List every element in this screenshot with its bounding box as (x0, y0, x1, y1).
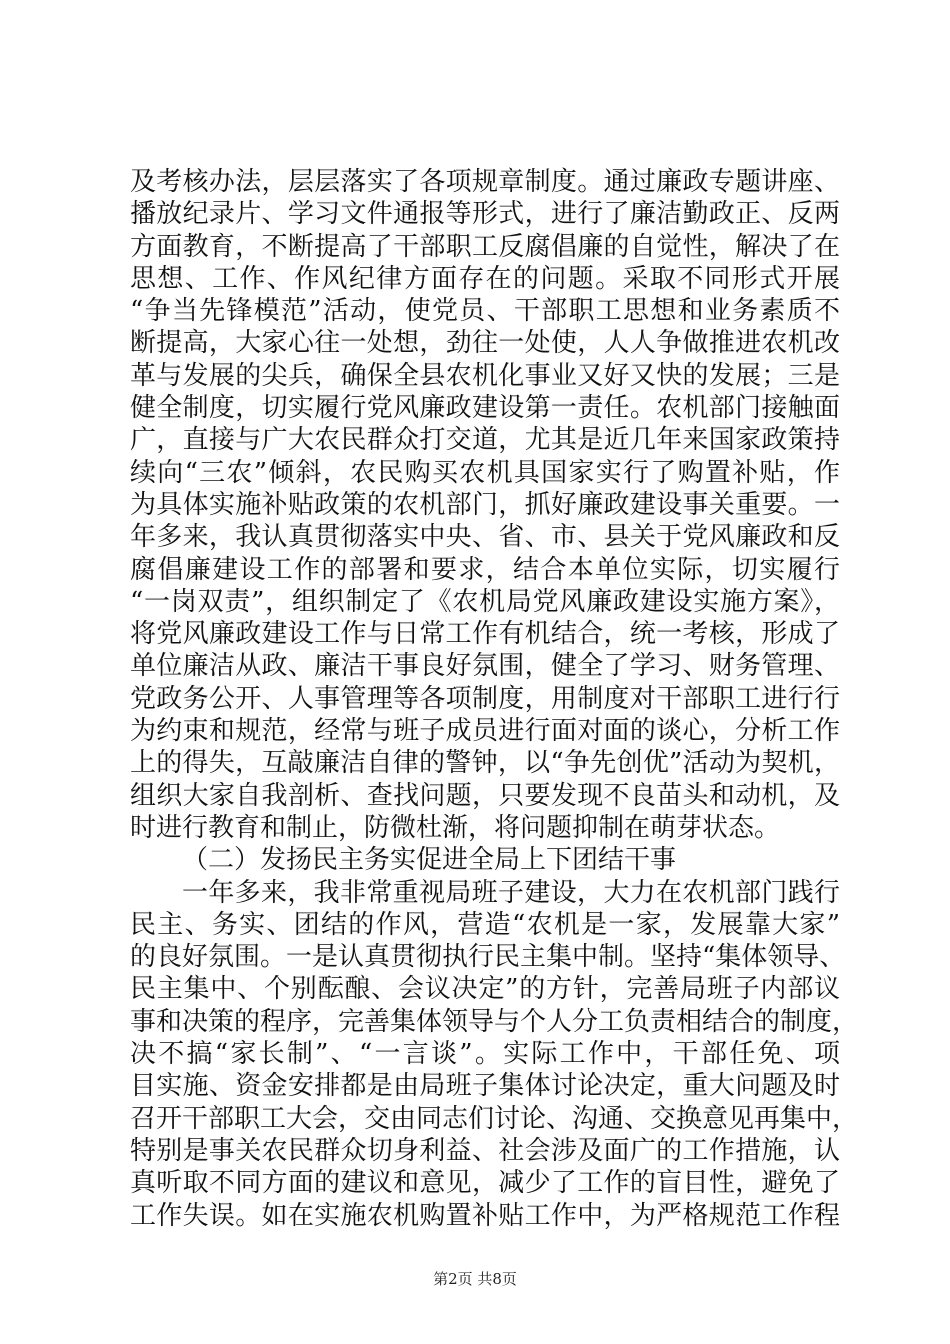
text-line: 召开干部职工大会，交由同志们讨论、沟通、交换意见再集中， (130, 1103, 859, 1134)
text-line: 单位廉洁从政、廉洁干事良好氛围，健全了学习、财务管理、 (130, 651, 840, 682)
text-line: 民主集中、个别酝酿、会议决定”的方针，完善局班子内部议 (130, 974, 840, 1005)
text-line: 播放纪录片、学习文件通报等形式，进行了廉洁勤政正、反两 (130, 199, 840, 230)
text-line: 广，直接与广大农民群众打交道，尤其是近几年来国家政策持 (130, 425, 840, 456)
text-line: 工作失误。如在实施农机购置补贴工作中，为严格规范工作程 (130, 1200, 840, 1231)
text-line: 民主、务实、团结的作风，营造“农机是一家，发展靠大家” (130, 909, 840, 940)
text-line: 方面教育，不断提高了干部职工反腐倡廉的自觉性，解决了在 (130, 231, 840, 262)
text-line: 腐倡廉建设工作的部署和要求，结合本单位实际，切实履行 (130, 554, 840, 585)
section-heading: （二）发扬民主务实促进全局上下团结干事 (182, 845, 677, 876)
text-line: 特别是事关农民群众切身利益、社会涉及面广的工作措施，认 (130, 1135, 840, 1166)
text-line: 革与发展的尖兵，确保全县农机化事业又好又快的发展；三是 (130, 360, 840, 391)
text-line: 党政务公开、人事管理等各项制度，用制度对干部职工进行行 (130, 683, 840, 714)
text-line: 一年多来，我非常重视局班子建设，大力在农机部门践行 (182, 877, 840, 908)
text-line: 真听取不同方面的建议和意见，减少了工作的盲目性，避免了 (130, 1168, 840, 1199)
text-line: 续向“三农”倾斜，农民购买农机具国家实行了购置补贴，作 (130, 457, 840, 488)
text-line: 目实施、资金安排都是由局班子集体讨论决定，重大问题及时 (130, 1071, 840, 1102)
page-number-footer: 第2页 共8页 (433, 1270, 517, 1288)
text-line: 的良好氛围。一是认真贯彻执行民主集中制。坚持“集体领导、 (130, 942, 846, 973)
text-line: 思想、工作、作风纪律方面存在的问题。采取不同形式开展 (130, 263, 840, 294)
text-line: 断提高，大家心往一处想，劲往一处使，人人争做推进农机改 (130, 328, 840, 359)
text-line: “一岗双责”，组织制定了《农机局党风廉政建设实施方案》， (130, 586, 840, 617)
text-line: 组织大家自我剖析、查找问题，只要发现不良苗头和动机，及 (130, 780, 840, 811)
text-line: 事和决策的程序，完善集体领导与个人分工负责相结合的制度， (130, 1006, 859, 1037)
text-line: 为具体实施补贴政策的农机部门，抓好廉政建设事关重要。一 (130, 489, 840, 520)
text-line: 决不搞“家长制”、“一言谈”。实际工作中，干部任免、项 (130, 1039, 840, 1070)
text-line: 上的得失，互敲廉洁自律的警钟，以“争先创优”活动为契机， (130, 748, 840, 779)
text-line: 时进行教育和制止，防微杜渐，将问题抑制在萌芽状态。 (130, 812, 781, 843)
text-line: 健全制度，切实履行党风廉政建设第一责任。农机部门接触面 (130, 393, 840, 424)
text-line: 及考核办法，层层落实了各项规章制度。通过廉政专题讲座、 (130, 167, 840, 197)
body-text (130, 166, 859, 1232)
text-line: “争当先锋模范”活动，使党员、干部职工思想和业务素质不 (130, 296, 840, 327)
text-line: 年多来，我认真贯彻落实中央、省、市、县关于党风廉政和反 (130, 522, 840, 553)
text-line: 为约束和规范，经常与班子成员进行面对面的谈心，分析工作 (130, 716, 840, 747)
text-line: 将党风廉政建设工作与日常工作有机结合，统一考核，形成了 (130, 619, 840, 650)
